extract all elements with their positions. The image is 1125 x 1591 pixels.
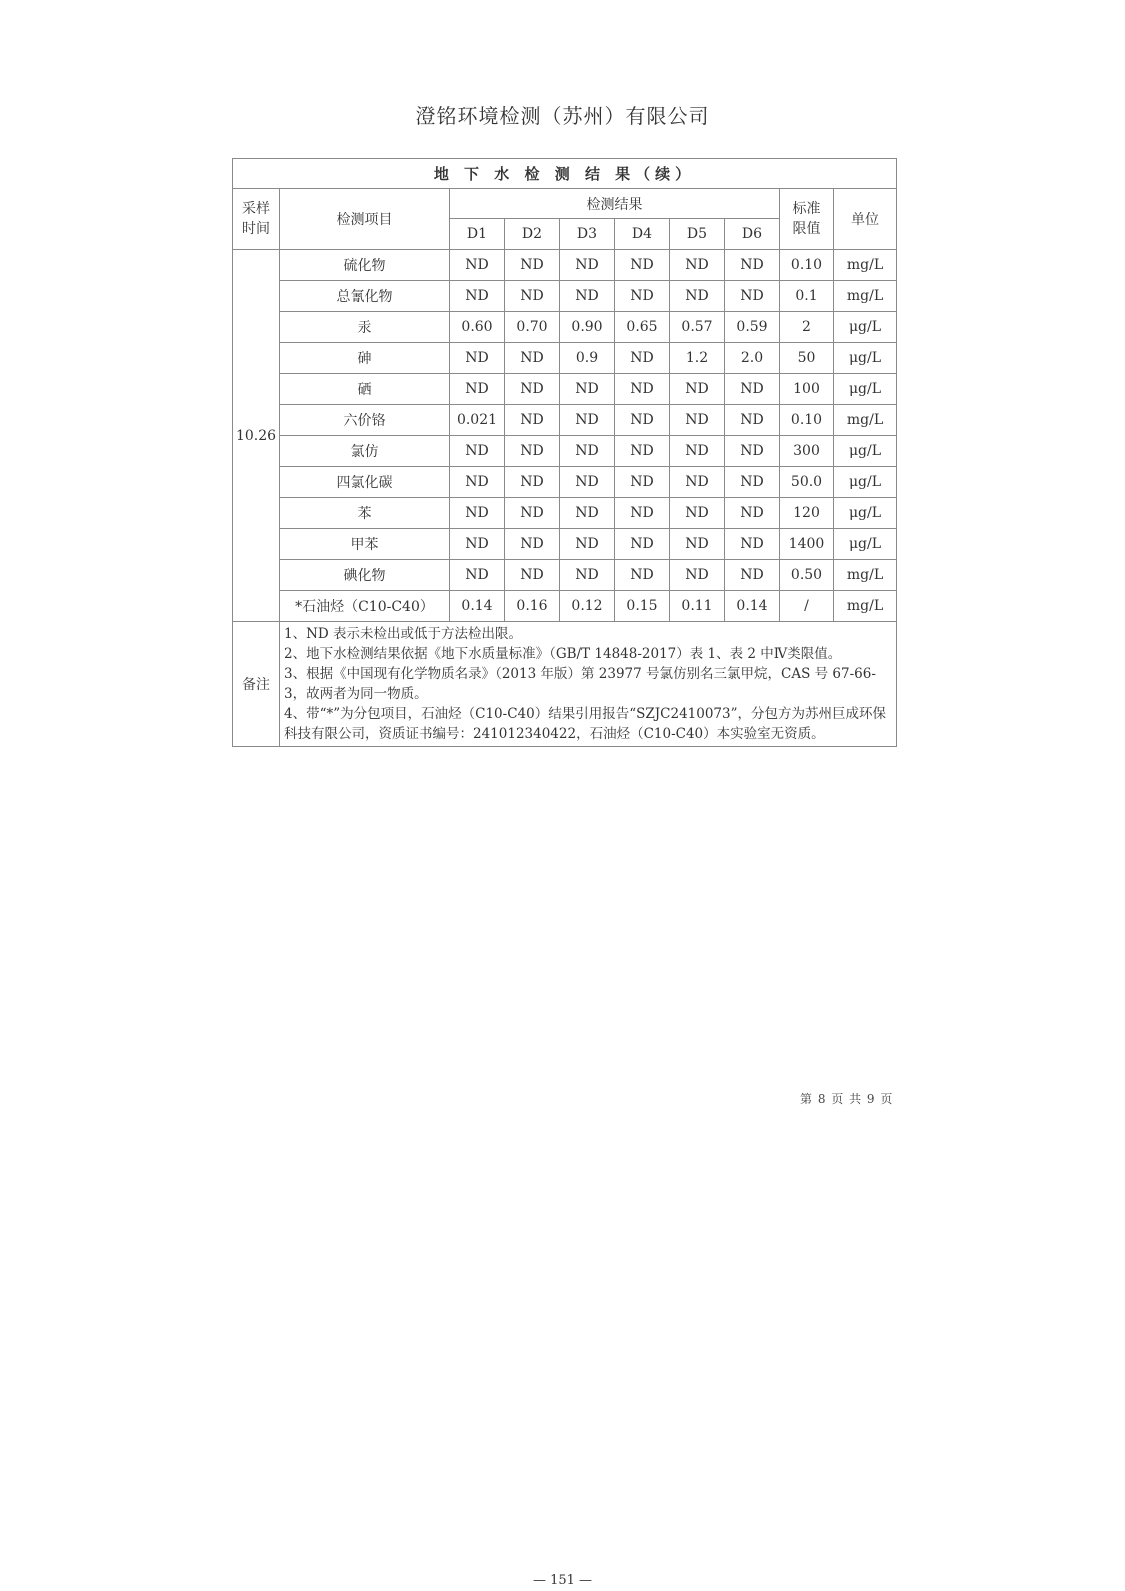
row-value: 0.14 <box>725 591 780 622</box>
row-value: ND <box>670 405 725 436</box>
header-standard: 标准限值 <box>780 189 834 250</box>
row-standard: 0.1 <box>780 281 834 312</box>
row-value: 0.90 <box>560 312 615 343</box>
row-item: *石油烃（C10-C40） <box>280 591 450 622</box>
header-point: D3 <box>560 219 615 250</box>
row-value: 0.57 <box>670 312 725 343</box>
row-item: 氯仿 <box>280 436 450 467</box>
row-value: ND <box>505 405 560 436</box>
row-item: 四氯化碳 <box>280 467 450 498</box>
row-standard: 0.10 <box>780 250 834 281</box>
table-row <box>233 343 897 374</box>
groundwater-results-table <box>232 158 897 747</box>
notes-content <box>280 622 897 747</box>
row-item: 苯 <box>280 498 450 529</box>
note-line: 1、ND 表示未检出或低于方法检出限。 <box>284 626 523 642</box>
row-unit: μg/L <box>834 343 897 374</box>
row-value: ND <box>560 498 615 529</box>
table-row <box>233 281 897 312</box>
table-row <box>233 312 897 343</box>
row-value: ND <box>505 467 560 498</box>
row-standard: 0.50 <box>780 560 834 591</box>
row-value: ND <box>560 281 615 312</box>
row-value: ND <box>670 529 725 560</box>
header-point: D1 <box>450 219 505 250</box>
row-value: ND <box>505 436 560 467</box>
row-unit: μg/L <box>834 374 897 405</box>
company-name: 澄铭环境检测（苏州）有限公司 <box>415 104 710 128</box>
row-value: ND <box>725 529 780 560</box>
row-value: ND <box>615 498 670 529</box>
row-unit: μg/L <box>834 529 897 560</box>
row-value: 2.0 <box>725 343 780 374</box>
row-value: ND <box>560 529 615 560</box>
row-item: 硒 <box>280 374 450 405</box>
row-value: 0.60 <box>450 312 505 343</box>
row-standard: 120 <box>780 498 834 529</box>
row-item: 六价铬 <box>280 405 450 436</box>
header-point: D2 <box>505 219 560 250</box>
row-value: ND <box>615 467 670 498</box>
row-item: 硫化物 <box>280 250 450 281</box>
row-value: ND <box>560 250 615 281</box>
row-standard: / <box>780 591 834 622</box>
header-results: 检测结果 <box>450 189 780 219</box>
table-row <box>233 498 897 529</box>
row-value: 0.70 <box>505 312 560 343</box>
row-unit: mg/L <box>834 560 897 591</box>
row-value: ND <box>505 250 560 281</box>
row-value: ND <box>615 560 670 591</box>
row-value: ND <box>505 498 560 529</box>
row-value: ND <box>450 281 505 312</box>
row-value: ND <box>615 436 670 467</box>
header-point: D6 <box>725 219 780 250</box>
page-number: — 151 — <box>532 1573 593 1588</box>
row-value: ND <box>505 343 560 374</box>
notes-row <box>233 622 897 747</box>
row-standard: 50 <box>780 343 834 374</box>
row-value: ND <box>670 498 725 529</box>
row-standard: 100 <box>780 374 834 405</box>
header-sample-time: 采样时间 <box>233 189 280 250</box>
row-value: ND <box>450 343 505 374</box>
row-value: ND <box>560 467 615 498</box>
table-row <box>233 436 897 467</box>
row-value: ND <box>725 467 780 498</box>
row-value: 0.14 <box>450 591 505 622</box>
row-value: ND <box>450 498 505 529</box>
table-row <box>233 529 897 560</box>
header-item: 检测项目 <box>280 189 450 250</box>
note-line: 2、地下水检测结果依据《地下水质量标准》（GB/T 14848-2017）表 1、表 2 中Ⅳ类限值。 <box>284 646 842 662</box>
row-value: ND <box>450 250 505 281</box>
row-value: ND <box>450 436 505 467</box>
row-value: ND <box>725 498 780 529</box>
row-value: 0.59 <box>725 312 780 343</box>
table-row <box>233 405 897 436</box>
row-value: ND <box>450 467 505 498</box>
row-value: ND <box>725 374 780 405</box>
notes-label: 备注 <box>233 622 280 747</box>
row-item: 甲苯 <box>280 529 450 560</box>
header-point: D5 <box>670 219 725 250</box>
header-point: D4 <box>615 219 670 250</box>
table-row <box>233 591 897 622</box>
table-row <box>233 560 897 591</box>
row-value: ND <box>670 560 725 591</box>
table-row <box>233 374 897 405</box>
header-unit: 单位 <box>834 189 897 250</box>
row-unit: μg/L <box>834 312 897 343</box>
page-info: 第 8 页 共 9 页 <box>800 1092 894 1106</box>
row-value: ND <box>670 436 725 467</box>
row-item: 汞 <box>280 312 450 343</box>
row-value: ND <box>560 560 615 591</box>
row-value: ND <box>725 250 780 281</box>
row-value: 0.65 <box>615 312 670 343</box>
row-standard: 300 <box>780 436 834 467</box>
row-value: ND <box>505 281 560 312</box>
row-standard: 2 <box>780 312 834 343</box>
table-row <box>233 250 897 281</box>
row-standard: 50.0 <box>780 467 834 498</box>
row-value: ND <box>725 436 780 467</box>
row-item: 砷 <box>280 343 450 374</box>
row-item: 总氰化物 <box>280 281 450 312</box>
row-unit: mg/L <box>834 250 897 281</box>
row-item: 碘化物 <box>280 560 450 591</box>
row-value: ND <box>615 405 670 436</box>
note-line: 4、带“*”为分包项目，石油烃（C10-C40）结果引用报告“SZJC2410073”，分包方为苏州巨成环保科技有限公司，资质证书编号：241012340422，石油烃（C10-C40）本实验室无资质。 <box>284 706 887 742</box>
row-value: 0.16 <box>505 591 560 622</box>
row-unit: mg/L <box>834 405 897 436</box>
row-value: 1.2 <box>670 343 725 374</box>
row-value: ND <box>615 250 670 281</box>
row-unit: μg/L <box>834 498 897 529</box>
row-value: ND <box>725 281 780 312</box>
row-value: 0.15 <box>615 591 670 622</box>
row-value: 0.021 <box>450 405 505 436</box>
row-value: 0.9 <box>560 343 615 374</box>
row-value: ND <box>615 529 670 560</box>
row-unit: mg/L <box>834 591 897 622</box>
row-value: ND <box>560 405 615 436</box>
table-title: 地 下 水 检 测 结 果（续） <box>233 159 897 189</box>
row-unit: mg/L <box>834 281 897 312</box>
row-standard: 0.10 <box>780 405 834 436</box>
row-value: ND <box>670 250 725 281</box>
row-value: ND <box>725 405 780 436</box>
row-value: ND <box>450 374 505 405</box>
row-standard: 1400 <box>780 529 834 560</box>
row-unit: μg/L <box>834 467 897 498</box>
row-unit: μg/L <box>834 436 897 467</box>
row-value: ND <box>670 281 725 312</box>
row-value: 0.12 <box>560 591 615 622</box>
row-value: ND <box>615 374 670 405</box>
sample-date: 10.26 <box>233 250 280 622</box>
note-line: 3、根据《中国现有化学物质名录》（2013 年版）第 23977 号氯仿别名三氯甲烷，CAS 号 67-66-3，故两者为同一物质。 <box>284 666 876 702</box>
row-value: ND <box>450 560 505 591</box>
row-value: ND <box>560 374 615 405</box>
row-value: ND <box>450 529 505 560</box>
row-value: ND <box>560 436 615 467</box>
row-value: ND <box>670 374 725 405</box>
row-value: ND <box>670 467 725 498</box>
row-value: 0.11 <box>670 591 725 622</box>
row-value: ND <box>505 560 560 591</box>
row-value: ND <box>725 560 780 591</box>
row-value: ND <box>505 374 560 405</box>
row-value: ND <box>615 281 670 312</box>
row-value: ND <box>505 529 560 560</box>
table-row <box>233 467 897 498</box>
row-value: ND <box>615 343 670 374</box>
